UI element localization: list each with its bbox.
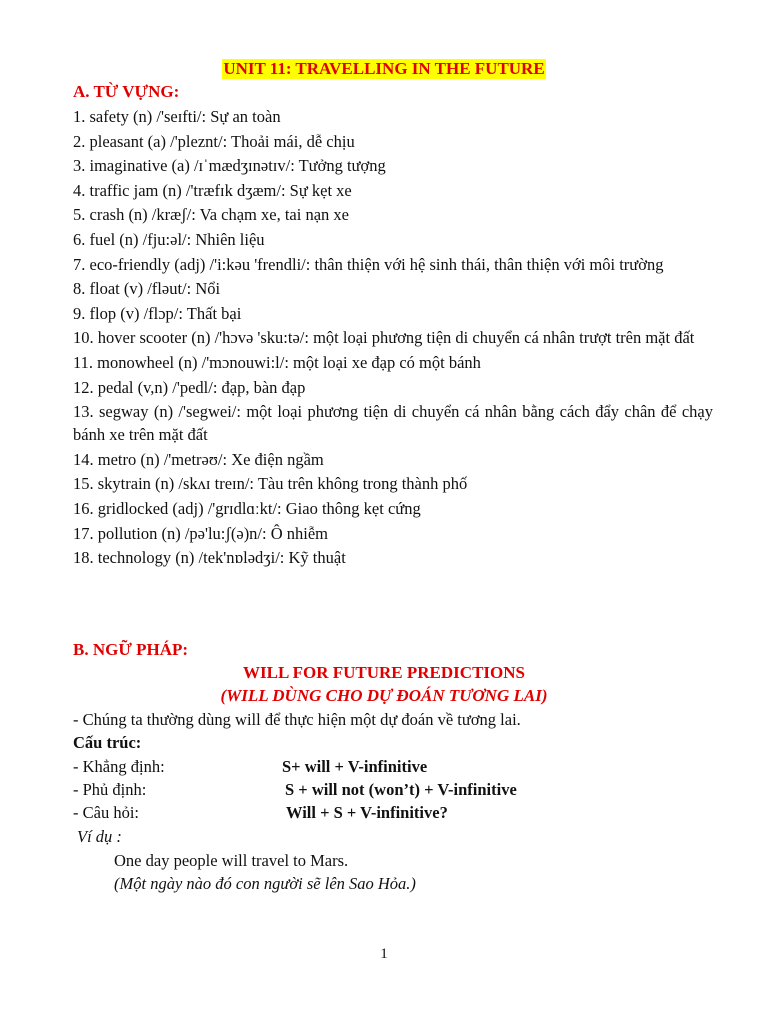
vocab-item: 9. flop (v) /flɔp/: Thất bại	[73, 303, 242, 323]
grammar-intro: - Chúng ta thường dùng will để thực hiện một dự đoán về tương lai.	[73, 710, 521, 729]
vocab-item: 15. skytrain (n) /skʌɪ treɪn/: Tàu trên không trong thành phố	[73, 474, 468, 494]
unit-title: UNIT 11: TRAVELLING IN THE FUTURE	[223, 59, 545, 78]
structure-label: Cấu trúc:	[73, 733, 142, 752]
section-b-heading: B. NGỮ PHÁP:	[73, 640, 189, 659]
grammar-subheading: (WILL DÙNG CHO DỰ ĐOÁN TƯƠNG LAI)	[220, 686, 548, 705]
vocab-item: 1. safety (n) /'seɪfti/: Sự an toàn	[73, 107, 281, 126]
vocab-item: 13. segway (n) /'segwei/: một loại phương tiện di chuyển cá nhân bằng cách đẩy chân để chạy bánh xe trên mặt đất	[73, 402, 713, 445]
affirmative-formula: S+ will + V-infinitive	[282, 757, 428, 776]
vocab-item: 18. technology (n) /tek'nɒlədʒi/: Kỹ thuật	[73, 548, 346, 568]
question-formula: Will + S + V-infinitive?	[286, 803, 448, 822]
example-english: One day people will travel to Mars.	[114, 851, 349, 870]
vocab-item: 11. monowheel (n) /'mɔnouwi:l/: một loại xe đạp có một bánh	[73, 352, 481, 372]
vocab-item: 2. pleasant (a) /'pleznt/: Thoải mái, dễ chịu	[73, 131, 355, 151]
grammar-heading: WILL FOR FUTURE PREDICTIONS	[243, 663, 525, 682]
vocab-item: 14. metro (n) /'metrəʊ/: Xe điện ngầm	[73, 449, 324, 469]
vocab-item: 5. crash (n) /kræʃ/: Va chạm xe, tai nạn xe	[73, 205, 349, 225]
vocab-item: 12. pedal (v,n) /'pedl/: đạp, bàn đạp	[73, 377, 306, 397]
vocab-item: 17. pollution (n) /pə'lu:ʃ(ə)n/: Ô nhiễm	[73, 523, 329, 543]
example-vietnamese: (Một ngày nào đó con người sẽ lên Sao Hỏa.)	[114, 874, 416, 893]
affirmative-label: - Khẳng định:	[73, 757, 165, 776]
vocab-item: 10. hover scooter (n) /'hɔvə 'sku:tə/: một loại phương tiện di chuyển cá nhân trượt trên mặt đất	[73, 328, 695, 348]
example-label: Ví dụ :	[77, 827, 122, 846]
vocab-list	[73, 105, 713, 571]
vocab-item: 16. gridlocked (adj) /'grɪdlɑːkt/: Giao thông kẹt cứng	[73, 498, 421, 518]
vocab-item: 7. eco-friendly (adj) /'i:kəu 'frendli/: thân thiện với hệ sinh thái, thân thiện với môi trường	[73, 254, 664, 274]
vocab-item: 8. float (v) /fləut/: Nổi	[73, 279, 221, 299]
negative-formula: S + will not (won’t) + V-infinitive	[285, 780, 517, 799]
question-label: - Câu hỏi:	[73, 803, 139, 822]
vocab-item: 3. imaginative (a) /ɪˈmædʒɪnətɪv/: Tưởng tượng	[73, 156, 386, 176]
vocab-item: 4. traffic jam (n) /'træfɪk dʒæm/: Sự kẹt xe	[73, 180, 352, 200]
title-block	[0, 59, 768, 79]
page-number: 1	[380, 946, 388, 962]
section-a-heading: A. TỪ VỰNG:	[73, 82, 180, 101]
vocab-item: 6. fuel (n) /fju:əl/: Nhiên liệu	[73, 229, 265, 249]
negative-label: - Phủ định:	[73, 780, 147, 799]
